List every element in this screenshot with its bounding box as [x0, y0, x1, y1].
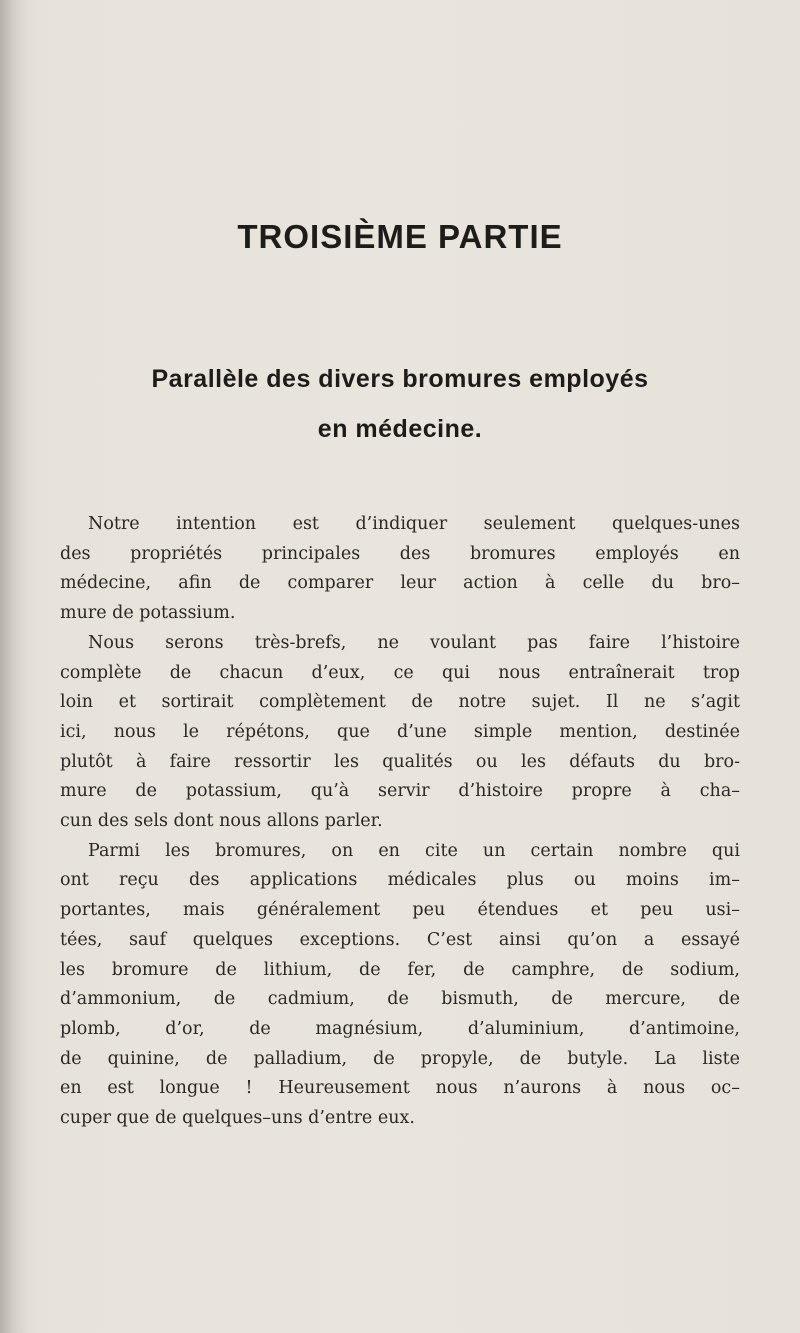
text-line: plutôt à faire ressortir les qualités ou les défauts du bro-	[60, 751, 740, 772]
text-line: ont reçu des applications médicales plus ou moins im–	[60, 870, 740, 891]
text-line: Parmi les bromures, on en cite un certain nombre qui	[88, 840, 740, 861]
text-line: en est longue ! Heureusement nous n’aurons à nous oc–	[60, 1078, 740, 1099]
section-title-line-1: Parallèle des divers bromures employés	[151, 365, 649, 393]
text-line: plomb, d’or, de magnésium, d’aluminium, d’antimoine,	[60, 1018, 740, 1039]
text-line: complète de chacun d’eux, ce qui nous entraînerait trop	[60, 662, 740, 683]
text-line: cun des sels dont nous allons parler.	[60, 811, 383, 832]
part-title: TROISIÈME PARTIE	[237, 218, 563, 255]
body-text	[60, 510, 740, 1134]
section-title	[0, 354, 800, 454]
text-line: médecine, afin de comparer leur action à celle du bro–	[60, 573, 740, 594]
text-line: mure de potassium.	[60, 603, 236, 624]
text-line: Nous serons très-brefs, ne voulant pas faire l’histoire	[88, 632, 740, 653]
text-line: les bromure de lithium, de fer, de camphre, de sodium,	[60, 959, 740, 980]
text-line: portantes, mais généralement peu étendues et peu usi–	[60, 900, 740, 921]
section-title-line-2: en médecine.	[317, 415, 483, 443]
text-line: cuper que de quelques–uns d’entre eux.	[60, 1108, 415, 1129]
text-line: Notre intention est d’indiquer seulement quelques-unes	[88, 514, 740, 534]
text-line: de quinine, de palladium, de propyle, de butyle. La liste	[60, 1048, 740, 1069]
text-line: mure de potassium, qu’à servir d’histoire propre à cha–	[60, 781, 740, 802]
text-line: tées, sauf quelques exceptions. C’est ainsi qu’on a essayé	[60, 929, 740, 950]
text-line: des propriétés principales des bromures employés en	[60, 543, 740, 564]
page-gutter-shadow	[0, 0, 28, 1333]
text-line: d’ammonium, de cadmium, de bismuth, de mercure, de	[60, 989, 740, 1010]
text-line: loin et sortirait complètement de notre sujet. Il ne s’agit	[60, 692, 740, 713]
text-line: ici, nous le répétons, que d’une simple mention, destinée	[60, 721, 740, 742]
